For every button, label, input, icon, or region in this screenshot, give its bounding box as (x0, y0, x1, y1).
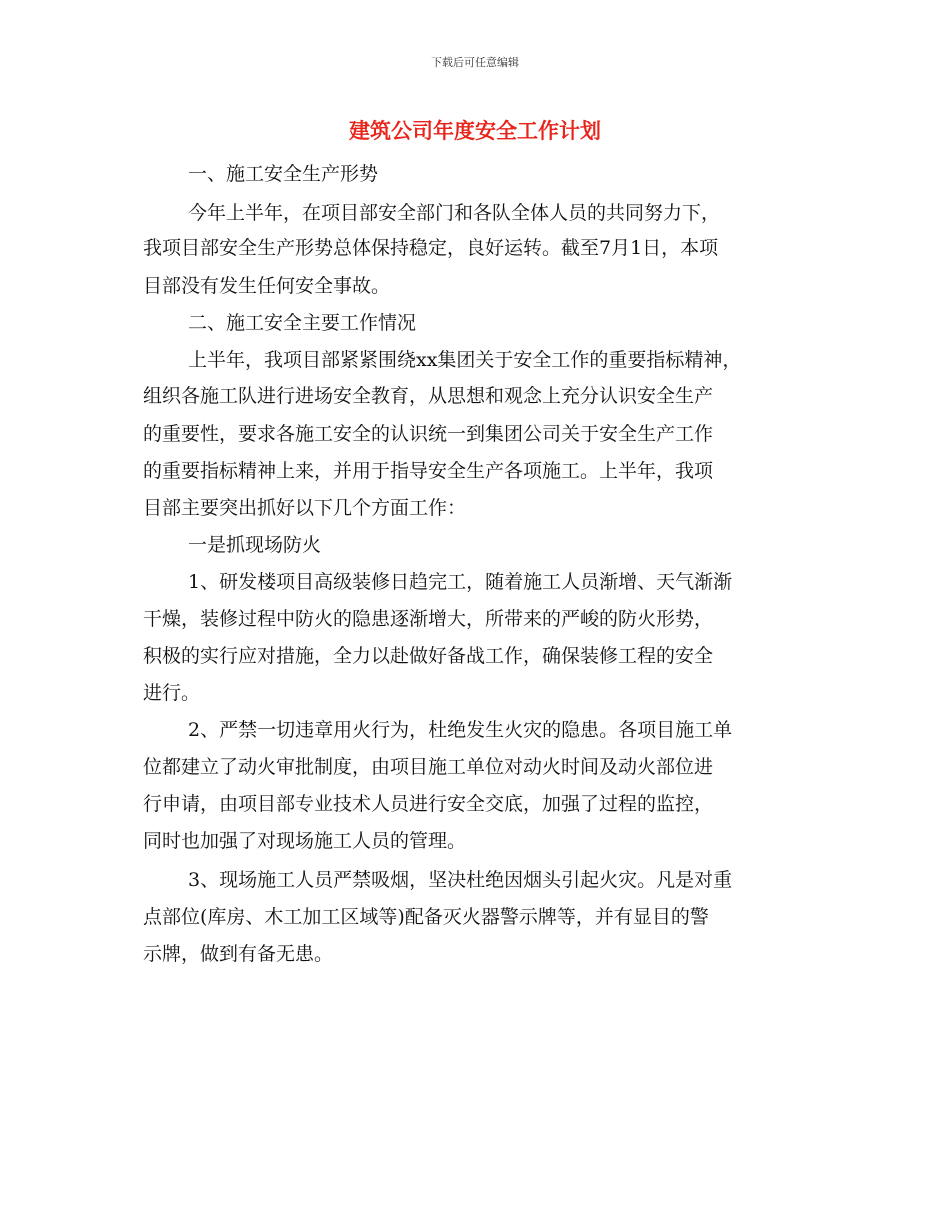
document-title: 建筑公司年度安全工作计划 (349, 118, 601, 143)
paragraph-line: 今年上半年，在项目部安全部门和各队全体人员的共同努力下， (188, 202, 721, 224)
paragraph-line: 干燥，装修过程中防火的隐患逐渐增大，所带来的严峻的防火形势， (143, 608, 714, 630)
subsection-heading: 一是抓现场防火 (188, 534, 322, 556)
paragraph-line: 同时也加强了对现场施工人员的管理。 (143, 830, 467, 852)
paragraph-line: 行申请，由项目部专业技术人员进行安全交底，加强了过程的监控， (143, 793, 714, 815)
paragraph-line: 1、研发楼项目高级装修日趋完工，随着施工人员渐增、天气渐渐 (188, 571, 733, 593)
paragraph-line: 的重要性，要求各施工安全的认识统一到集团公司关于安全生产工作 (143, 423, 714, 445)
paragraph-line: 的重要指标精神上来，并用于指导安全生产各项施工。上半年，我项 (143, 460, 714, 482)
paragraph-line: 积极的实行应对措施，全力以赴做好备战工作，确保装修工程的安全 (143, 645, 714, 667)
paragraph-line: 目部没有发生任何安全事故。 (143, 275, 391, 297)
paragraph-line: 我项目部安全生产形势总体保持稳定，良好运转。截至7月1日，本项 (143, 237, 719, 259)
section-heading-1: 一、施工安全生产形势 (188, 163, 379, 185)
page-header: 下载后可任意编辑 (431, 56, 519, 69)
paragraph-line: 3、现场施工人员严禁吸烟，坚决杜绝因烟头引起火灾。凡是对重 (188, 869, 733, 891)
paragraph-line: 上半年，我项目部紧紧围绕xx集团关于安全工作的重要指标精神， (188, 349, 742, 371)
paragraph-line: 2、严禁一切违章用火行为，杜绝发生火灾的隐患。各项目施工单 (188, 719, 733, 741)
paragraph-line: 点部位(库房、木工加工区域等)配备灭火器警示牌等，并有显目的警 (143, 906, 709, 928)
paragraph-line: 进行。 (143, 682, 201, 704)
paragraph-line: 位都建立了动火审批制度，由项目施工单位对动火时间及动火部位进 (143, 756, 714, 778)
paragraph-line: 目部主要突出抓好以下几个方面工作： (143, 497, 467, 519)
paragraph-line: 组织各施工队进行进场安全教育，从思想和观念上充分认识安全生产 (143, 385, 714, 407)
paragraph-line: 示牌，做到有备无患。 (143, 943, 334, 965)
section-heading-2: 二、施工安全主要工作情况 (188, 312, 417, 334)
